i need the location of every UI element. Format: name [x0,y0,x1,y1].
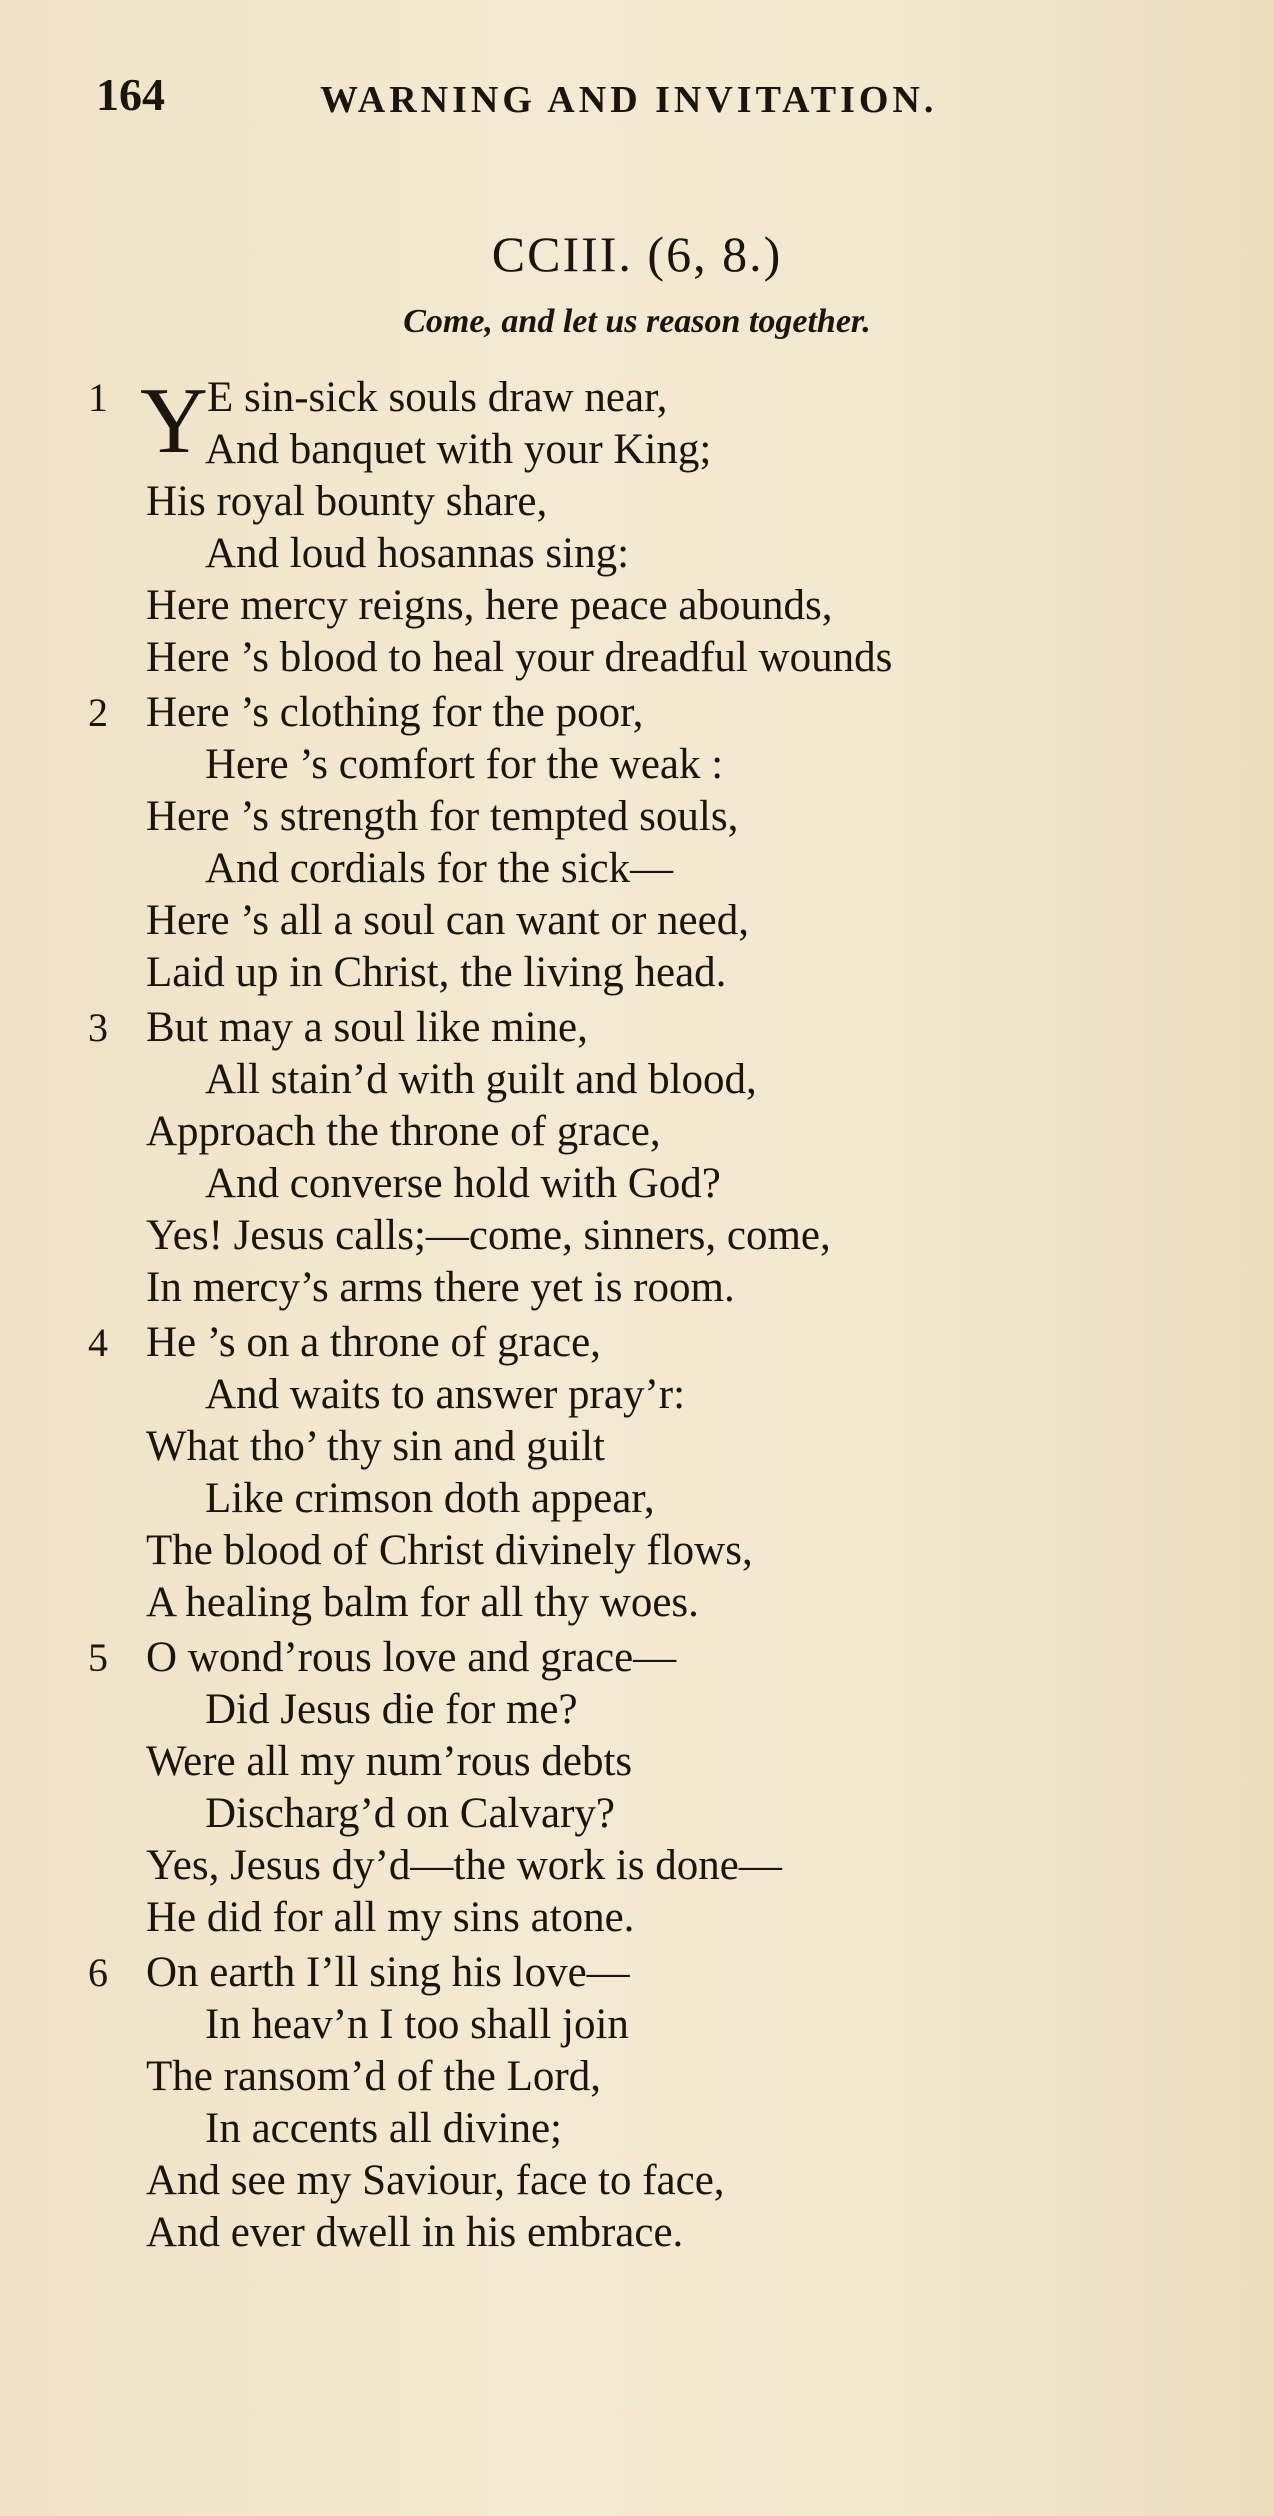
line-text: Did Jesus die for me? [205,1686,578,1733]
stanza-4 [0,1317,1274,1629]
stanza-line [0,424,1274,476]
stanza-line [0,1473,1274,1525]
page-header [96,68,1176,138]
stanza-line [0,2051,1274,2103]
line-text: And see my Saviour, face to face, [146,2157,725,2204]
stanza-3 [0,1002,1274,1314]
stanza-line [0,843,1274,895]
line-text: Approach the throne of grace, [146,1108,661,1155]
stanza-5 [0,1632,1274,1944]
line-text: E sin-sick souls draw near, [207,374,668,421]
line-text: Here ’s comfort for the weak : [205,741,724,788]
line-text: Here ’s all a soul can want or need, [146,897,749,944]
line-text: And ever dwell in his embrace. [146,2209,684,2256]
line-text: Here mercy reigns, here peace abounds, [146,582,833,629]
hymn-text [0,369,1274,2259]
stanza-line [0,580,1274,632]
stanza-line [0,2207,1274,2259]
stanza-number: 3 [88,1005,108,1050]
stanza-line [0,1577,1274,1629]
line-text: And waits to answer pray’r: [205,1371,686,1418]
line-text: His royal bounty share, [146,478,548,525]
line-text: In accents all divine; [205,2105,562,2152]
stanza-line [0,895,1274,947]
stanza-line [0,1158,1274,1210]
stanza-line [0,791,1274,843]
stanza-line [0,1999,1274,2051]
line-text: Laid up in Christ, the living head. [146,949,727,996]
line-text: And loud hosannas sing: [205,530,630,577]
stanza-line [0,739,1274,791]
stanza-line [0,528,1274,580]
stanza-line [0,947,1274,999]
stanza-line [0,1054,1274,1106]
stanza-line [0,1788,1274,1840]
stanza-number: 6 [88,1950,108,1995]
stanza-6 [0,1947,1274,2259]
line-text: The ransom’d of the Lord, [146,2053,601,2100]
stanza-number: 2 [88,690,108,735]
line-text: Were all my num’rous debts [146,1738,633,1785]
stanza-line [0,1525,1274,1577]
line-text: He did for all my sins atone. [146,1894,635,1941]
stanza-line [0,632,1274,684]
line-text: All stain’d with guilt and blood, [205,1056,757,1103]
page-number: 164 [96,69,165,120]
line-text: Like crimson doth appear, [205,1475,655,1522]
line-text: In heav’n I too shall join [205,2001,629,2048]
line-text: But may a soul like mine, [146,1004,588,1051]
stanza-line [0,1421,1274,1473]
line-text: The blood of Christ divinely flows, [146,1527,753,1574]
line-text: What tho’ thy sin and guilt [146,1423,605,1470]
line-text: And cordials for the sick— [205,845,674,892]
stanza-number: 1 [88,375,108,420]
stanza-line [0,1947,1274,1999]
line-text: Discharg’d on Calvary? [205,1790,615,1837]
line-text: On earth I’ll sing his love— [146,1949,630,1996]
running-head: WARNING AND INVITATION. [320,79,938,121]
hymn-number: CCIII. (6, 8.) [491,226,783,282]
scripture-reference: Come, and let us reason together. [403,303,871,340]
line-text: A healing balm for all thy woes. [146,1579,699,1626]
line-text: Yes! Jesus calls;—come, sinners, come, [146,1212,831,1259]
stanza-line [0,1210,1274,1262]
line-text: Here ’s clothing for the poor, [146,689,644,736]
stanza-number: 5 [88,1635,108,1680]
stanza-2 [0,687,1274,999]
stanza-line [0,687,1274,739]
stanza-line [0,1106,1274,1158]
stanza-1 [0,369,1274,684]
line-text: And banquet with your King; [205,426,712,473]
stanza-line [0,1840,1274,1892]
drop-cap: Y [140,369,208,473]
stanza-line [0,1369,1274,1421]
stanza-line [0,2155,1274,2207]
stanza-line [0,1002,1274,1054]
stanza-line [0,1684,1274,1736]
stanza-line [0,1632,1274,1684]
line-text: And converse hold with God? [205,1160,721,1207]
stanza-line [0,1262,1274,1314]
stanza-line [0,2103,1274,2155]
stanza-number: 4 [88,1320,108,1365]
line-text: Here ’s strength for tempted souls, [146,793,739,840]
line-text: In mercy’s arms there yet is room. [146,1264,735,1311]
line-text: O wond’rous love and grace— [146,1634,677,1681]
stanza-line [0,1317,1274,1369]
line-text: He ’s on a throne of grace, [146,1319,601,1366]
stanza-line [0,1892,1274,1944]
stanza-line [0,476,1274,528]
line-text: Yes, Jesus dy’d—the work is done— [146,1842,782,1889]
stanza-line [0,1736,1274,1788]
line-text: Here ’s blood to heal your dreadful wounds [146,634,893,681]
